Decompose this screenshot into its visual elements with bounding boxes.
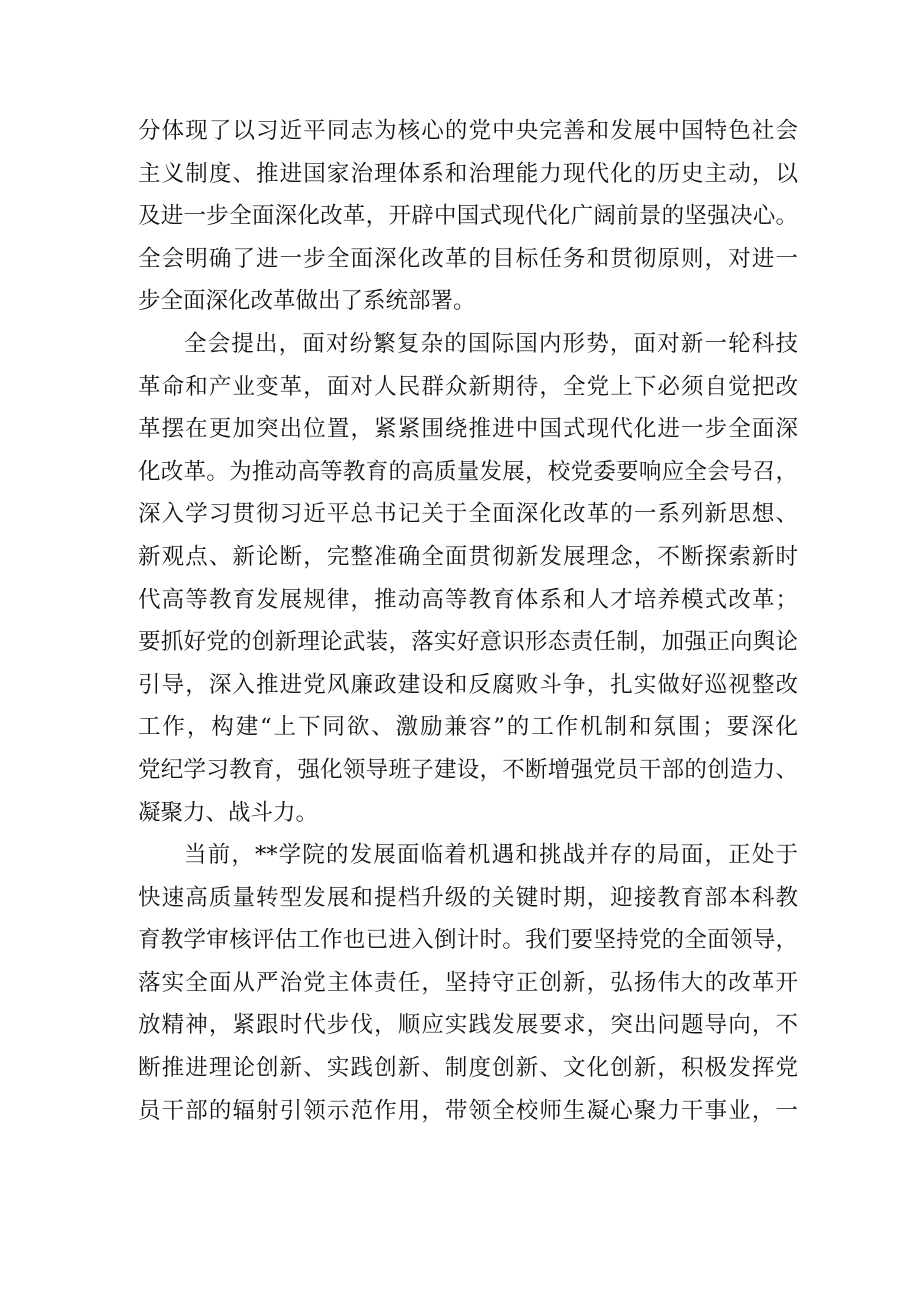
text-line: 革命和产业变革，面对人民群众新期待，全党上下必须自觉把改 — [138, 373, 798, 400]
text-line: 全会明确了进一步全面深化改革的目标任务和贯彻原则，对进一 — [138, 245, 798, 272]
text-line: 放精神，紧跟时代步伐，顺应实践发展要求，突出问题导向，不 — [138, 1012, 798, 1039]
text-line: 深入学习贯彻习近平总书记关于全面深化改革的一系列新思想、 — [138, 501, 798, 528]
text-line: 全会提出，面对纷繁复杂的国际国内形势，面对新一轮科技 — [184, 330, 798, 357]
document-body — [138, 110, 798, 1132]
text-line: 及进一步全面深化改革，开辟中国式现代化广阔前景的坚强决心。 — [138, 203, 798, 230]
text-line: 分体现了以习近平同志为核心的党中央完善和发展中国特色社会 — [138, 118, 798, 144]
text-line: 育教学审核评估工作也已进入倒计时。我们要坚持党的全面领导， — [138, 927, 798, 954]
text-line: 快速高质量转型发展和提档升级的关键时期，迎接教育部本科教 — [138, 884, 798, 911]
text-line: 凝聚力、战斗力。 — [138, 799, 319, 826]
text-line: 化改革。为推动高等教育的高质量发展，校党委要响应全会号召， — [138, 458, 798, 485]
text-line: 断推进理论创新、实践创新、制度创新、文化创新，积极发挥党 — [138, 1055, 798, 1082]
text-line: 代高等教育发展规律，推动高等教育体系和人才培养模式改革； — [138, 586, 798, 613]
paragraph — [138, 323, 798, 834]
paragraph — [138, 834, 798, 1132]
text-line: 党纪学习教育，强化领导班子建设，不断增强党员干部的创造力、 — [138, 756, 798, 783]
text-line: 新观点、新论断，完整准确全面贯彻新发展理念，不断探索新时 — [138, 543, 798, 570]
text-line: 步全面深化改革做出了系统部署。 — [138, 288, 476, 315]
text-line: 主义制度、推进国家治理体系和治理能力现代化的历史主动，以 — [138, 160, 798, 187]
text-line: 要抓好党的创新理论武装，落实好意识形态责任制，加强正向舆论 — [138, 629, 798, 656]
text-line: 员干部的辐射引领示范作用，带领全校师生凝心聚力干事业，一 — [138, 1097, 798, 1124]
text-line: 当前，**学院的发展面临着机遇和挑战并存的局面，正处于 — [184, 842, 798, 869]
text-line: 引导，深入推进党风廉政建设和反腐败斗争，扎实做好巡视整改 — [138, 671, 798, 698]
text-line: 工作，构建“上下同欲、激励兼容”的工作机制和氛围；要深化 — [138, 714, 798, 741]
paragraph — [138, 110, 798, 323]
text-line: 革摆在更加突出位置，紧紧围绕推进中国式现代化进一步全面深 — [138, 416, 798, 443]
text-line: 落实全面从严治党主体责任，坚持守正创新，弘扬伟大的改革开 — [138, 969, 798, 996]
